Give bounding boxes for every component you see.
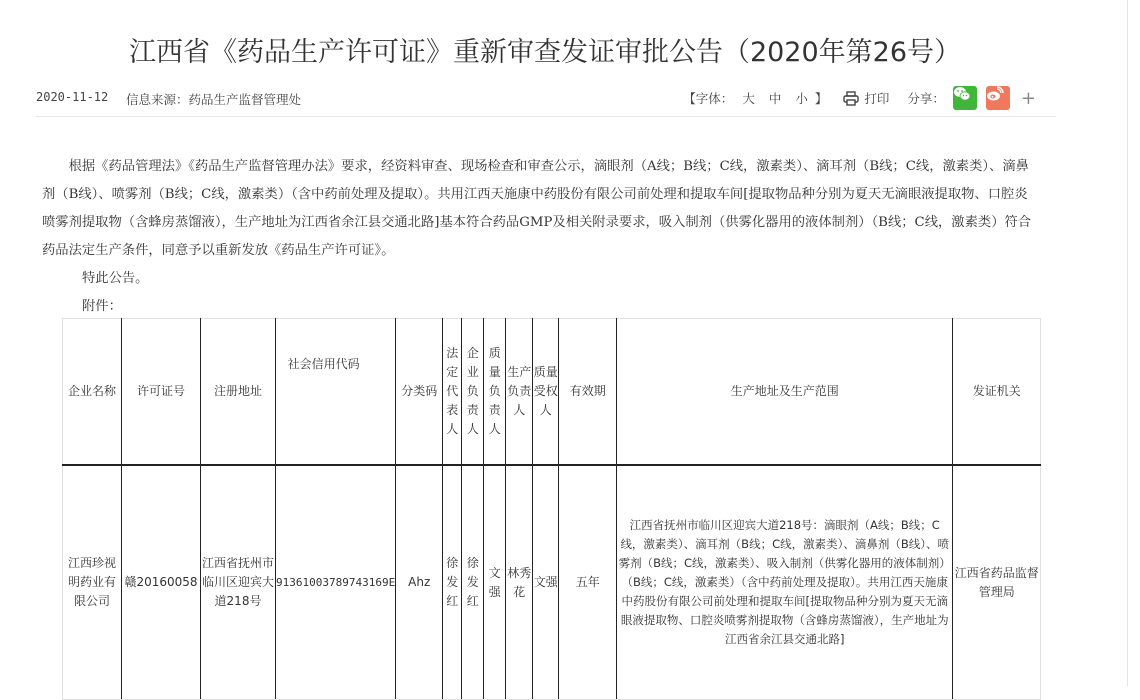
cell-company: 江西珍视明药业有限公司: [63, 465, 122, 700]
article-body: [42, 153, 1038, 321]
header-company: 企业名称: [63, 319, 122, 466]
header-legal-rep: 法定代表人: [443, 319, 462, 466]
cell-production-head: 林秀花: [506, 465, 533, 700]
header-validity: 有效期: [559, 319, 617, 466]
font-large-button[interactable]: 大: [742, 91, 755, 106]
cell-quality-head: 文强: [484, 465, 506, 700]
font-size-close: 】: [814, 91, 828, 106]
weibo-share-icon[interactable]: [986, 86, 1010, 110]
permit-table: [62, 318, 1041, 700]
header-issuer: 发证机关: [953, 319, 1041, 466]
header-scope: 生产地址及生产范围: [617, 319, 953, 466]
cell-reg-address: 江西省抚州市临川区迎宾大道218号: [201, 465, 276, 700]
font-size-label: 【字体：: [683, 91, 734, 106]
header-enterprise-head: 企业负责人: [462, 319, 484, 466]
cell-class-code: Ahz: [396, 465, 443, 700]
info-source: 信息来源：药品生产监督管理处: [126, 92, 302, 107]
cell-enterprise-head: 徐发红: [462, 465, 484, 700]
more-share-icon[interactable]: +: [1020, 87, 1036, 109]
print-button[interactable]: 打印: [864, 91, 890, 106]
header-reg-address: 注册地址: [201, 319, 276, 466]
header-quality-authorized: 质量受权人: [533, 319, 559, 466]
cell-validity: 五年: [559, 465, 617, 700]
header-class-code: 分类码: [396, 319, 443, 466]
table-row: [63, 465, 1041, 700]
header-production-head: 生产负责人: [506, 319, 533, 466]
article-toolbar: [683, 86, 1036, 110]
wechat-share-icon[interactable]: [953, 86, 977, 110]
page-title: 江西省《药品生产许可证》重新审查发证审批公告（2020年第26号）: [128, 37, 962, 69]
table-header-row: [63, 319, 1041, 466]
cell-scope: 江西省抚州市临川区迎宾大道218号：滴眼剂（A线；B线；C线，激素类）、滴耳剂（B线；C线，激素类）、滴鼻剂（B线）、喷雾剂（B线；C线，激素类）、吸入制剂（供雾化器用的液体制剂）（B线；C线，激素类）（含中药前处理及提取）。共用江西天施康中药股份有限公司前处理和提取车间[提取物品种分别为夏天无滴眼液提取物、口腔炎喷雾剂提取物（含蜂房蒸馏液），生产地址为江西省余江县交通北路]: [617, 465, 953, 700]
font-small-button[interactable]: 小: [795, 91, 808, 106]
header-quality-head: 质量负责人: [484, 319, 506, 466]
cell-credit-code: 91361003789743169E: [276, 465, 396, 700]
cell-license-no: 赣20160058: [122, 465, 201, 700]
font-medium-button[interactable]: 中: [768, 91, 782, 106]
cell-quality-authorized: 文强: [533, 465, 559, 700]
cell-legal-rep: 徐发红: [443, 465, 462, 700]
header-license-no: 许可证号: [122, 319, 201, 466]
notice-text: 特此公告。: [82, 271, 149, 286]
header-credit-code: 社会信用代码: [276, 319, 396, 466]
cell-issuer: 江西省药品监督管理局: [953, 465, 1041, 700]
publish-date: 2020-11-12: [36, 90, 109, 104]
attachment-label: 附件：: [82, 299, 122, 314]
share-label: 分享：: [907, 91, 945, 106]
printer-icon[interactable]: [843, 91, 859, 105]
page-edge: [1127, 0, 1128, 686]
article-meta: [36, 87, 1056, 117]
body-paragraph: 根据《药品管理法》《药品生产监督管理办法》要求，经资料审查、现场检查和审查公示，滴眼剂（A线；B线；C线，激素类）、滴耳剂（B线；C线，激素类）、滴鼻剂（B线）、喷雾剂（B线；C线，激素类）（含中药前处理及提取）。共用江西天施康中药股份有限公司前处理和提取车间[提取物品种分别为夏天无滴眼液提取物、口腔炎喷雾剂提取物（含蜂房蒸馏液），生产地址为江西省余江县交通北路]基本符合药品GMP及相关附录要求，吸入制剂（供雾化器用的液体制剂）（B线；C线，激素类）符合药品法定生产条件，同意予以重新发放《药品生产许可证》。: [42, 159, 1032, 258]
